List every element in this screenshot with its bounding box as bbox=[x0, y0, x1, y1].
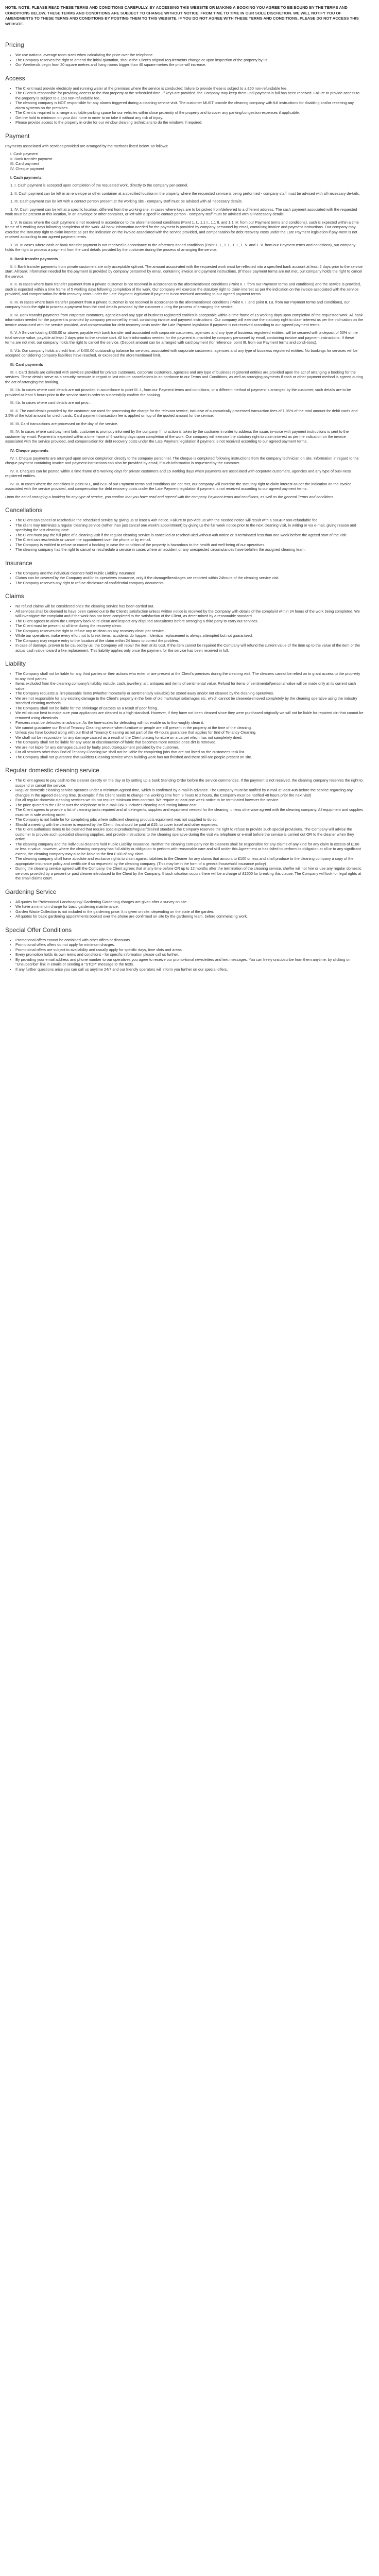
list-item: • The Client can reschedule or cancel the appointment over the phone or by e-mail. bbox=[15, 537, 364, 543]
insurance-list bbox=[5, 571, 364, 586]
terms-page bbox=[0, 0, 369, 972]
list-item: • Unless you have booked along with our End of Tenancy Cleaning as not part of the 48-hours guarantee that applies for End of Tenancy Cleaning. bbox=[15, 730, 364, 735]
list-item: • For all services other than End of Tenancy Cleaning we shall not be liable for completing jobs that are not listed on the customer's task list. bbox=[15, 750, 364, 755]
paragraph: II. III. In cases where bank transfer payment from a private customer is not received in accordance to the aforementioned conditions (Point II. I. and point II. I.a. from our Payment terms and conditions), our company holds the right to process a payment from the card details provided by the customer during the process of arranging the service. bbox=[5, 299, 350, 310]
list-item: • Regular domestic cleaning service operates under a minimum agreed time, which is confirmed by e-mail in advance. The Company must be notified by e-mail at least 48h before the service regarding any changes in the agreed cleaning time. (Example: if the Client needs to change the working time from 3 hours to 2 hours, the Company must be notified 48 hours prior the next visit) bbox=[15, 788, 364, 798]
insurance-section bbox=[5, 560, 364, 586]
list-item: • We are not responsible for any existing damage to the Client's property in the form of old marks/spills/damages etc. which cannot be cleaned/removed completely by the cleaning operative using the industry standard cleaning methods. bbox=[15, 696, 364, 706]
list-item: • Items excluded from the cleaning company's liability include: cash, jewellery, art, antiques and items of sentimental value. Refund for items of sentimental/personal value will be made only at its current cash value. bbox=[15, 681, 364, 691]
list-item: • The Company is entitled to refuse or cancel a booking in case the condition of the property is hazardous to the health and well-being of our operatives. bbox=[15, 543, 364, 548]
list-item: • The Client can cancel or reschedule the scheduled service by giving us at least a 48h notice. Failure to pro-vide us with the needed notice will result with a 50GBP non-refundable fee. bbox=[15, 518, 364, 523]
list-item: • The Company reserves the right to refuse any re-clean on any recovery clean per service. bbox=[15, 629, 364, 634]
payment-intro: Payments associated with services provided are arranged by the methods listed below, as follows: bbox=[5, 143, 168, 148]
list-item: • We have a minimum charge for basic gardening maintenance. bbox=[15, 904, 364, 909]
regular-cleaning-section bbox=[5, 767, 364, 881]
list-item: • The Company shall not be liable for any wear or discolouration of fabric that becomes more notable once dirt is removed. bbox=[15, 740, 364, 745]
list-item: • While our operatives make every effort not to break items, accidents do happen. Identical replacement is always attempted but not guaranteed. bbox=[15, 633, 364, 638]
list-item: • The Client is responsible for providing access to the that property at the scheduled time. If keys are provided, the Company may keep them until payment in full has been received. Failure to provide access to the property is subject to a £50 non-refundable fee. bbox=[15, 91, 364, 100]
paragraph: II. IV. Bank transfer payments from corporate customers, agencies and any type of business registered entities is acceptable within a time frame of 15 working days upon completion of the requested work. All bank information needed for the payment is provided by company personnel by email, containing invoice and payment instructions. Our company will exercise the statutory right to claim interest as per the indi-cation on the invoice associated with the service provided, and compensation for debt recovery costs under the Late Payment legislation if payment is not received according to our agreed payment terms. bbox=[5, 312, 364, 327]
list-item: • The Client agrees to allow the Company back to re-clean and inspect any disputed areas/items before arranging a third party to carry out services. bbox=[15, 619, 364, 624]
list-item: IV. Cheque payment bbox=[10, 166, 44, 171]
payment-section bbox=[5, 132, 364, 500]
list-item: • The Client agrees to provide a list of cleaning tasks required and all detergents, supplies and equipment needed for the cleaning, unless otherwise agreed with the cleaning company. All equipment and supplies must be in safe working order. bbox=[15, 807, 364, 817]
section-title: Regular domestic cleaning service bbox=[5, 767, 99, 774]
list-item: • The cleaning company shall have absolute and exclusive rights to claim against liabilities to the Cleaner for any claims that amount to £100 or less and shall produce to the cleaning company a copy of the appropriate insurance policy and certificate if so requested by the cleaning company. (This may be in the form of a general household insurance policy) bbox=[15, 856, 364, 866]
list-item: III. Card payment bbox=[10, 161, 39, 166]
paragraph: III. I.b. In cases where card details are not prov... bbox=[10, 400, 92, 405]
list-item: • All quotes for basic gardening appointments booked over the phone are confirmed on site by the gardening team, before commencing work. bbox=[15, 914, 364, 919]
payment-outro: Upon the act of arranging a booking for any type of service, you confirm that you have read and agreed with the company Payment terms and conditions, as well as the general Terms and conditions. bbox=[5, 494, 335, 499]
cancellations-list bbox=[5, 518, 364, 552]
list-item: • Garden Waste Collection is not included in the gardening price. It is given on site, depending on the state of the garden. bbox=[15, 909, 364, 914]
paragraph: 1. VI. In cases where cash or bank transfer payment is not received in accordance to the aforemen-tioned conditions (Point 1. I., 1. I., 1. I., 1. V. and 1. V. from our Payment terms and conditions), our company holds the right to process a payment from the card details provided by the customer during the process of arranging the service. bbox=[5, 242, 356, 252]
list-item: • The Company shall not be liable for any third parties or their actions who enter or are present at the Client's premises during the cleaning visit. The cleaners cannot be relied on to grant access to the prop-erty to any third parties. bbox=[15, 671, 364, 681]
list-item: • We cannot guarantee our End of Tenancy Cleaning service when furniture or people are still present in the property at the time of the cleaning. bbox=[15, 725, 364, 731]
paragraph: 1. V. In cases where the cash payment is not received in accordance to the aforementioned conditions (Point 1. I., 1.1 I., 1.1 II. and 1.1 IV. from our Payment terms and conditions), such is expected within a time frame of 5 working days following completion of the work. All bank information needed for the payment is provided by company personnel by email, containing invoice and payment instructions. Our company may exercise the statutory right to claim interest as per the indication on the invoice associated with the service provided, and compensation for debt recovery costs under the Late Payment legislation if pay-ment is not received according to our agreed payment terms. bbox=[5, 219, 359, 240]
list-item: • The Company and the individual cleaners hold Public Liability Insurance bbox=[15, 571, 364, 576]
section-title: Insurance bbox=[5, 559, 32, 567]
section-title: Payment bbox=[5, 132, 30, 140]
list-item: • We use national average room sizes when calculating the price over the telephone. bbox=[15, 53, 364, 58]
list-item: • If any further questions arise you can call us anytime 24/7 and our friendly operators will inform you further on our special offers. bbox=[15, 967, 364, 972]
section-title: Special Offer Conditions bbox=[5, 926, 72, 934]
subsection-title: I. Cash payments bbox=[10, 175, 42, 180]
list-item: • Please provide access to the property in order for our window cleaning technicians to do the windows if required. bbox=[15, 120, 364, 125]
access-section bbox=[5, 75, 364, 125]
list-item: I. Cash payment bbox=[10, 151, 38, 157]
claims-list bbox=[5, 604, 364, 653]
liability-section bbox=[5, 660, 364, 759]
list-item: • In case of damage, proven to be caused by us, the Company will repair the item at its cost. If the item cannot be repaired the Company will refund the current value of the item up to the value of the item or the actual cash value toward a like replacement. This liability applies only once the payment for the service has been received in full. bbox=[15, 643, 364, 653]
list-item: • The Client agrees to pay cash to the cleaner directly on the day or by setting up a bank Standing Order before the service commences. If the payment is not received, the cleaning company reserves the right to suspend or cancel the service. bbox=[15, 778, 364, 788]
list-item: • The Company shall not be liable for the shrinkage of carpets as a result of poor fitting. bbox=[15, 706, 364, 711]
legal-notice: NOTE: NOTE: PLEASE READ THESE TERMS AND CONDITIONS CAREFULLY. BY ACCESSING THIS WEBSITE OR MAKING A BOOKING YOU AGREE TO BE BOUND BY THE TERMS AND CONDITIONS BELOW. THESE TERMS AND CONDITIONS ARE SUBJECT TO CHANGE WITHOUT NOTICE, FROM TIME TO TIME IN OUR SOLE DISCRETION. WE WILL NOTIFY YOU OF AMENDMENTS TO THESE TERMS AND CONDITIONS BY POSTING THEM TO THIS WEBSITE. IF YOU DO NOT AGREE WITH THESE TERMS AND CONDITIONS, PLEASE DO NOT ACCESS THIS WEBSITE. bbox=[5, 5, 359, 26]
claims-section bbox=[5, 592, 364, 653]
list-item: • Our Weekends begin from 20 square metres and living rooms bigger than 40 square metres the price will increase. bbox=[15, 62, 364, 67]
list-item: • The cleaning company has the right to cancel or reschedule a service in cases where an accident or any unexpected circumstances have befallen the assigned cleaning team. bbox=[15, 547, 364, 552]
paragraph: III. I.b. In cases where card details are not provided in accordance to point III. I., from our Payment terms and conditions, or a different method of payment is arranged by the customer, such details are to be provided at least 5 hours prior to the service start in order to successfully confirm the booking. bbox=[5, 387, 351, 397]
paragraph: IV. III. In cases where the conditions in point IV.I., and IV.II. of our Payment terms and conditions are not met, our company will exercise the statutory right to claim interest as per the indication on the invoice associated with the service provided, and compensation for debt recovery costs under the Late Payment legislation if payment is not received according to our agreed payment terms. bbox=[5, 481, 352, 492]
gardening-list bbox=[5, 900, 364, 919]
paragraph: II. V. A Service totaling £400.00 or above, payable with bank transfer and associated with corporate customers, agencies and any type of business registered entities, will be secured with a deposit of 50% of the total service value, payable at least 2 days prior to the service start. All bank information needed for the payment is provided by company personnel by email, containing invoice and payment instructions. If these terms are not met, our company holds the right to cancel the service. (Deposit amount can be arranged with card payment (for reference, point III. from our Payment terms and condi-tions). bbox=[5, 330, 358, 345]
list-item: • We are not liable for any damages caused by faulty products/equipment provided by the customer. bbox=[15, 745, 364, 750]
list-item: • Promotional offers cannot be combined with other offers or discounts. bbox=[15, 938, 364, 943]
pricing-section bbox=[5, 41, 364, 67]
gardening-section bbox=[5, 888, 364, 919]
subsection-title: IV. Cheque payments bbox=[10, 448, 49, 453]
list-item: • Promotional offers are subject to availability and usually apply for specific days, time slots and areas. bbox=[15, 947, 364, 953]
list-item: • No refund claims will be considered once the cleaning service has been carried out. bbox=[15, 604, 364, 609]
paragraph: II. II. In cases where bank transfer payment from a private customer is not received in accordance to the aforementioned conditions (Point II. I. from our Payment terms and conditions) and the service is provided, such is expected within a time frame of 5 working days following completion of the work. Our company will exercise the statutory right to claim interest as per the indication on the invoice associated with the service provided, and compensation for debt recovery costs under the Late Payment legislation if payment is not received according to our agreed payment terms. bbox=[5, 282, 361, 297]
paragraph: 1. IV. Cash payment can be left at a specific location, different from the working site, in cases where keys are to be picked from/delivered to a different address. The cash payment associated with the requested work must be present at this location, in an envelope or other container, or left with a specif-ic contact person - company staff must be advised with all necessary details. bbox=[5, 207, 357, 217]
list-item: • For all regular domestic cleaning services we do not require minimum term contract. We require at least one week notice to be terminated however the service. bbox=[15, 798, 364, 803]
list-item: • The Company is not liable for for completing jobs where sufficient cleaning products equipment was not supplied to do so. bbox=[15, 817, 364, 822]
cancellations-section bbox=[5, 506, 364, 552]
subsection-title: III. Card payments bbox=[10, 362, 43, 367]
section-title: Access bbox=[5, 74, 25, 82]
offer-list bbox=[5, 938, 364, 972]
section-title: Gardening Service bbox=[5, 888, 57, 895]
paragraph: III. III. Card transactions are processed on the day of the service. bbox=[10, 421, 118, 426]
list-item: • Get the hold to minimum on your Add none in order to on take it without any risk of injury. bbox=[15, 115, 364, 121]
list-item: • By providing your email address and phone number to our operatives you agree to receive our promo-tional newsletters and text messages. You can freely unsubscribe from them anytime, by clicking on "Unsubscribe" link in emails or sending a "STOP" message to the texts. bbox=[15, 957, 364, 967]
list-item: • During the cleaning service agreed with the Company, the Client agrees that at any time before OR up to 12 months after the termination of the cleaning service, she/he will not hire or use any regular domestic services provided by a present or past cleaner introduced to the Client by the Company. If such situation occurs there will be a charge of £1500 for breaking this clause. The Company will look for legal rights at the small claims court. bbox=[15, 866, 364, 881]
access-list bbox=[5, 86, 364, 125]
list-item: • Freezers must be defrosted in advance. As the time-scales for defrosting will not enable us to thor-oughly clean it. bbox=[15, 720, 364, 725]
paragraph: 1. III. Cash payment can be left with a contact person present at the working site - company staff must be advised with all necessary details. bbox=[10, 199, 243, 204]
list-item: • We will do our best to make sure your appliances are cleaned to a high standard. However, if they have not been cleaned since they were purchased originally we will not be liable for repaired dirt that cannot be removed using chemicals. bbox=[15, 710, 364, 720]
paragraph: II. V.b. Our company holds a credit limit of £400.00 outstanding balance for services, associated with corporate customers, agencies and any type of business registered entities. No bookings for services will be accepted considering company liabilities have reached, or exceeded the aforementioned limit. bbox=[5, 348, 358, 358]
list-item: • The Client must be present at all time during the recovery clean. bbox=[15, 623, 364, 629]
list-item: • Promotional offers offers do not apply for minimum charges. bbox=[15, 942, 364, 947]
list-item: • The price quoted to the Client over the telephone or in e-mail ONLY includes cleaning and ironing labour cost. bbox=[15, 803, 364, 808]
list-item: • Should a meeting with the cleaner is required by the Client, this should be paid at £15, to cover travel and other expenses. bbox=[15, 822, 364, 827]
list-item: II. Bank transfer payment bbox=[10, 156, 53, 161]
list-item: • The Company reserves any right to refuse disclosure of confidential company documents. bbox=[15, 581, 364, 586]
list-item: • All quotes for Professional Landscaping/ Gardening Gardening charges are given after a survey on site. bbox=[15, 900, 364, 905]
list-item: • The Company reserves the right to amend the initial quotation, should the Client's original requirements change or upon inspection of the property by us. bbox=[15, 58, 364, 63]
regular-list bbox=[5, 778, 364, 881]
list-item: • The cleaning company and the individual cleaners hold Public Liability Insurance. Neither the cleaning com-pany nor its cleaners shall be responsible for any claims of any kind for any claim in excess of £100 or less in value, however, where the cleaning company has full ability or obligation to perform with reasonable care and skill under this Agreement or has failed to perform its obligation at all or to any significant extent, the cleaning company may also be liable to the first £100 of any claim. bbox=[15, 842, 364, 857]
paragraph: II. I. Bank transfer payments from private customers are only acceptable upfront. The amount associ-ated with the requested work must be reflected into a specified bank account at least 2 days prior to the service start. All bank information needed for the payment is provided by company personnel by email, containing invoice and payment instructions. (If these payment terms are not met, our company holds the right to cancel the service. bbox=[5, 264, 363, 279]
section-title: Claims bbox=[5, 592, 24, 600]
paragraph: IV. II. Cheques can be posted within a time frame of 5 working days for private customers and 15 working days when payments are associated with corporate customers, agencies and any type of busi-ness registered entities. bbox=[5, 468, 351, 479]
list-item: • The Client authorises items to be cleaned that require special products/regular/desired standard. the Company reserves the right to refuse to provide such special provisions. The Company will advise the customer to provide such specialist cleaning supplies, and provide instructions to the cleaning operative during the visit via telephone or e-mail before the service is carried out OR to the cleaner when they arrive. bbox=[15, 827, 364, 842]
section-title: Liability bbox=[5, 660, 26, 668]
list-item: • The Client is required to arrange a suitable parking space for our vehicles within close proximity of the property and to cover any parking/congestion expenses if applicable. bbox=[15, 110, 364, 115]
list-item: • The cleaning company is NOT responsible for any alarms triggered during a cleaning service visit. The customer MUST provide the cleaning company with full instructions for disabling and/or resetting any alarm systems on the premises. bbox=[15, 100, 364, 110]
paragraph: 1. I. Cash payment is accepted upon completion of the requested work, directly to the company per-sonnel. bbox=[10, 183, 188, 188]
list-item: • The Company requests all irreplaceable items (whether monetarily or sentimentally valuable) be stored away and/or not cleaned by the cleaning operatives. bbox=[15, 691, 364, 696]
list-item: • The Client must pay the full price of a cleaning visit if the regular cleaning service is cancelled or resched-uled without 48h notice or is terminated less than one week before the agreed start of the visit. bbox=[15, 533, 364, 538]
section-title: Cancellations bbox=[5, 506, 43, 514]
special-offer-section bbox=[5, 926, 364, 972]
payment-methods bbox=[5, 151, 364, 171]
list-item: • All services shall be deemed to have been carried out to the Client's satisfaction unless written notice is received by the Company with details of the complaint within 24 hours of the work being completed. We will investigate the complaint and if the work has not been completed to the satisfaction of the Client, as deter-mined by a reasonable standard. bbox=[15, 609, 364, 619]
paragraph: III. I. Card details are collected with services provided for private customers, corporate customers, agencies and any type of business registered entities are provided upon the act of arranging a booking for the services. These details serve as a security measure in regard to last minute cancellations in ac-cordance to our Terms and Conditions, as well as arranging payments if cash or other payment method is agreed during the act of arranging the booking. bbox=[5, 369, 363, 384]
list-item: • The Company shall not guarantee that Builders Cleaning service when building work has not finished and there still are people present on site. bbox=[15, 755, 364, 760]
paragraph: IV. I. Cheque payments are arranged upon service completion directly to the company personnel. The cheque is completed following instructions from the company technician on site. Information in regard to the cheque payment containing invoice and payment instructions can also be provided by email, if such information is requested by the customer. bbox=[5, 455, 359, 466]
list-item: • We shall not be responsible for any damage caused as a result of the Client placing furniture on a carpet which has not completely dried. bbox=[15, 735, 364, 740]
list-item: • The Company may require entry to the location of the claim within 24 hours to correct the problem. bbox=[15, 638, 364, 643]
paragraph: III. IV. In cases where card payment fails, customer is promptly informed by the company. If no action is taken by the customer in order to address the issue, in-voice with payment instructions is sent to the customer by email. Payment is expected within a time frame of 5 working days upon completion of the work. Our company will exercise the statutory right to claim interest as per the indication on the invoice associated with the service provided, and compensation for debt recovery costs under the Late Payment legislation if payment is not received according to our agreed payment terms. bbox=[5, 429, 349, 444]
paragraph: 1. II. Cash payment can be left in an envelope or other container at a specified location in the property where the requested service is being performed - company staff must be advised with all necessary de-tails. bbox=[10, 191, 360, 196]
list-item: • The client may terminate a regular cleaning service (rather than just cancel one week's appointment) by giving us the full week notice prior to the next cleaning visit, in writing or via e-mail, giving reason and specifying the last cleaning date. bbox=[15, 523, 364, 533]
subsection-title: II. Bank transfer payments bbox=[10, 256, 58, 261]
list-item: • Claims can be covered by the Company and/or its operatives insurance, only if the damage/breakages are reported within 24hours of the cleaning service visit. bbox=[15, 575, 364, 581]
paragraph: III. II. The card details provided by the customer are used for processing the charge for the relevant service, inclusive of automatically processed transaction fees of 1.95% of the total amount for debit cards and 2.5% of the total amount for credit cards. Card payment transaction fee is applied on top of the quoted amount for the service. bbox=[5, 408, 358, 418]
section-title: Pricing bbox=[5, 41, 24, 49]
liability-list bbox=[5, 671, 364, 759]
list-item: • Every promotion holds its own terms and conditions - for specific information please call us further. bbox=[15, 952, 364, 957]
list-item: • The Client must provide electricity and running water at the premises where the service is conducted; failure to provide these is subject to a £50 non-refundable fee. bbox=[15, 86, 364, 91]
pricing-list bbox=[5, 53, 364, 67]
